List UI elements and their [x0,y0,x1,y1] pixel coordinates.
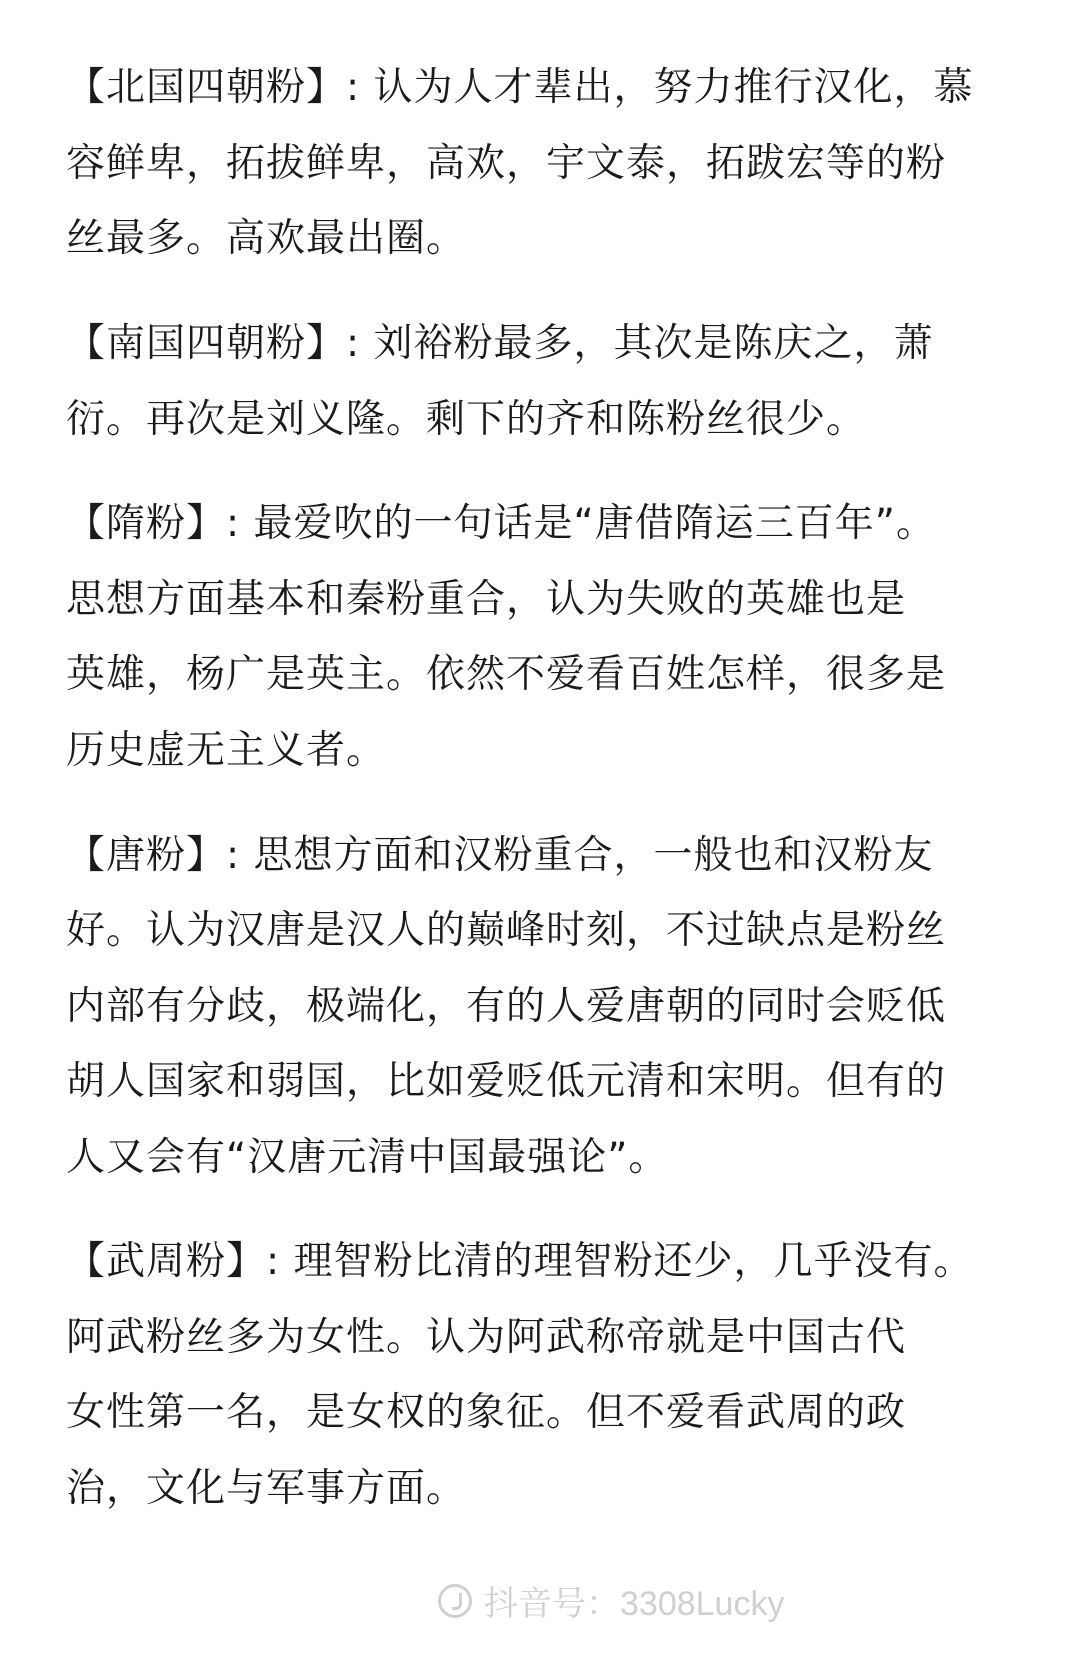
paragraph-4-line-5: 人又会有“汉唐元清中国最强论”。 [66,1135,669,1180]
paragraph-5-line-3: 女性第一名，是女权的象征。但不爱看武周的政 [66,1390,907,1435]
paragraph-5-line-1: 【武周粉】: 理智粉比清的理智粉还少，几乎没有。 [66,1239,974,1284]
watermark-text: 抖音号：3308Lucky [484,1585,785,1623]
paragraph-4-line-1: 【唐粉】: 思想方面和汉粉重合，一般也和汉粉友 [66,833,934,878]
paragraph-3-line-4: 历史虚无主义者。 [66,728,387,773]
paragraph-4-line-3: 内部有分歧，极端化，有的人爱唐朝的同时会贬低 [66,984,947,1029]
paragraph-3-line-3: 英雄，杨广是英主。依然不爱看百姓怎样，很多是 [66,652,947,697]
paragraph-1-line-3: 丝最多。高欢最出圈。 [66,216,467,261]
paragraph-4-line-2: 好。认为汉唐是汉人的巅峰时刻，不过缺点是粉丝 [66,908,947,953]
paragraph-4-line-4: 胡人国家和弱国，比如爱贬低元清和宋明。但有的 [66,1059,947,1104]
paragraph-1-line-2: 容鲜卑，拓拔鲜卑，高欢，宇文泰，拓跋宏等的粉 [66,141,947,186]
paragraph-5-line-4: 治，文化与军事方面。 [66,1466,467,1511]
paragraph-2-line-1: 【南国四朝粉】: 刘裕粉最多，其次是陈庆之，萧 [66,321,934,366]
paragraph-3-line-1: 【隋粉】: 最爱吹的一句话是“唐借隋运三百年”。 [66,501,936,546]
douyin-logo-icon [438,1584,472,1618]
paragraph-2-line-2: 衍。再次是刘义隆。剩下的齐和陈粉丝很少。 [66,397,867,442]
paragraph-1-line-1: 【北国四朝粉】: 认为人才辈出，努力推行汉化，慕 [66,65,974,110]
watermark [438,1576,784,1625]
paragraph-5-line-2: 阿武粉丝多为女性。认为阿武称帝就是中国古代 [66,1315,907,1360]
paragraph-3-line-2: 思想方面基本和秦粉重合，认为失败的英雄也是 [66,577,907,622]
